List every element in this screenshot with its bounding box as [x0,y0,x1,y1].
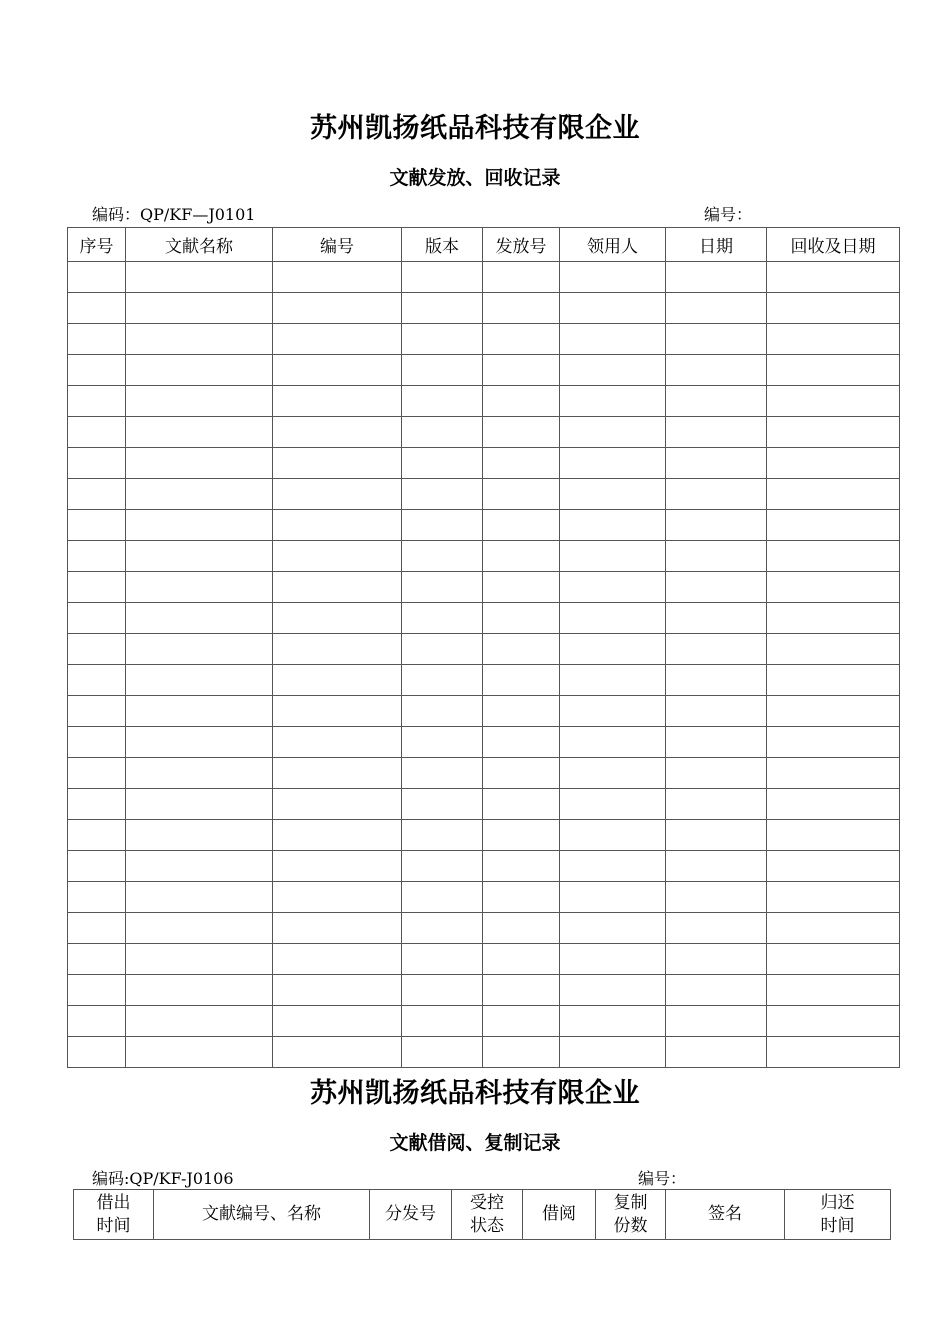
table-cell[interactable] [126,1006,273,1037]
table-cell[interactable] [68,1037,126,1068]
table-cell[interactable] [767,324,900,355]
column-header-return-time [785,1190,891,1240]
table-cell[interactable] [666,572,767,603]
table-cell[interactable] [483,758,560,789]
table-cell[interactable] [68,913,126,944]
table-row [68,727,900,758]
table-cell[interactable] [666,355,767,386]
column-header-issue-number: 发放号 [483,228,560,262]
table-cell[interactable] [68,355,126,386]
table-cell[interactable] [126,386,273,417]
table-cell[interactable] [483,603,560,634]
form-number-label: 编号： [704,205,753,224]
table-cell[interactable] [560,386,666,417]
table-row [68,851,900,882]
table-cell[interactable] [126,820,273,851]
table-row [68,386,900,417]
table-cell[interactable] [560,913,666,944]
table-cell[interactable] [68,944,126,975]
table-cell[interactable] [68,603,126,634]
table-cell[interactable] [767,820,900,851]
table-cell[interactable] [68,758,126,789]
column-header-distribution-number [370,1190,452,1240]
table-cell[interactable] [483,355,560,386]
table-cell[interactable] [483,324,560,355]
table-cell[interactable] [402,541,483,572]
table-cell[interactable] [483,417,560,448]
table-cell[interactable] [402,634,483,665]
table-cell[interactable] [402,355,483,386]
table-cell[interactable] [273,572,402,603]
column-header-borrow [523,1190,596,1240]
form-number-label-2: 编号： [638,1169,687,1188]
table-cell[interactable] [273,696,402,727]
table-cell[interactable] [402,386,483,417]
table-cell[interactable] [767,510,900,541]
table-cell[interactable] [68,882,126,913]
issue-recall-record-table [67,227,900,1068]
table-cell[interactable] [273,758,402,789]
table-cell[interactable] [666,665,767,696]
table-cell[interactable] [560,634,666,665]
table-cell[interactable] [126,448,273,479]
table-cell[interactable] [126,417,273,448]
column-header-line: 归还 [820,1192,855,1213]
column-header-line: 时间 [820,1215,855,1236]
table-row [68,262,900,293]
table-cell[interactable] [483,851,560,882]
form-title: 文献发放、回收记录 [389,167,561,189]
table-cell[interactable] [126,851,273,882]
table-cell[interactable] [402,603,483,634]
table-cell[interactable] [560,355,666,386]
table-cell[interactable] [767,541,900,572]
table-cell[interactable] [68,572,126,603]
table-row [68,324,900,355]
table-cell[interactable] [560,1037,666,1068]
table-cell[interactable] [402,727,483,758]
table-header-row-2 [74,1190,891,1240]
table-cell[interactable] [666,448,767,479]
column-header-line: 签名 [708,1204,742,1224]
table-cell[interactable] [68,789,126,820]
table-cell[interactable] [560,975,666,1006]
table-cell[interactable] [68,541,126,572]
column-header-recall-date: 回收及日期 [767,228,900,262]
table-cell[interactable] [402,417,483,448]
table-cell[interactable] [126,882,273,913]
column-header-number: 编号 [273,228,402,262]
table-cell[interactable] [273,262,402,293]
table-cell[interactable] [273,541,402,572]
table-row [68,758,900,789]
table-cell[interactable] [560,820,666,851]
table-cell[interactable] [273,355,402,386]
table-cell[interactable] [273,293,402,324]
table-cell[interactable] [68,975,126,1006]
column-header-line: 份数 [613,1215,648,1236]
table-cell[interactable] [483,262,560,293]
table-cell[interactable] [560,510,666,541]
column-header-line: 借阅 [542,1204,576,1224]
table-row [68,572,900,603]
table-cell[interactable] [483,634,560,665]
table-cell[interactable] [273,324,402,355]
table-cell[interactable] [483,1006,560,1037]
column-header-signature [666,1190,785,1240]
table-row [68,913,900,944]
table-cell[interactable] [126,789,273,820]
table-cell[interactable] [666,696,767,727]
table-cell[interactable] [560,789,666,820]
table-cell[interactable] [402,665,483,696]
table-cell[interactable] [560,417,666,448]
table-cell[interactable] [68,510,126,541]
table-cell[interactable] [560,541,666,572]
table-cell[interactable] [273,386,402,417]
table-cell[interactable] [402,913,483,944]
table-cell[interactable] [767,603,900,634]
table-cell[interactable] [483,510,560,541]
table-cell[interactable] [560,944,666,975]
table-cell[interactable] [483,913,560,944]
table-cell[interactable] [560,758,666,789]
table-cell[interactable] [666,851,767,882]
table-cell[interactable] [560,293,666,324]
column-header-line: 借出 [96,1192,131,1213]
table-cell[interactable] [666,262,767,293]
column-header-lend-time [74,1190,154,1240]
table-cell[interactable] [666,1006,767,1037]
form-title-2: 文献借阅、复制记录 [389,1132,561,1154]
table-cell[interactable] [560,851,666,882]
table-cell[interactable] [126,603,273,634]
table-cell[interactable] [560,665,666,696]
table-cell[interactable] [402,479,483,510]
table-cell[interactable] [402,448,483,479]
table-cell[interactable] [666,1037,767,1068]
table-cell[interactable] [273,634,402,665]
column-header-line: 状态 [470,1215,504,1236]
table-cell[interactable] [68,665,126,696]
table-cell[interactable] [126,975,273,1006]
column-header-line: 时间 [96,1215,131,1236]
table-row [68,975,900,1006]
table-cell[interactable] [126,634,273,665]
table-cell[interactable] [273,510,402,541]
table-cell[interactable] [666,913,767,944]
column-header-document-name: 文献名称 [126,228,273,262]
table-cell[interactable] [767,293,900,324]
table-cell[interactable] [402,944,483,975]
table-cell[interactable] [402,758,483,789]
table-cell[interactable] [666,820,767,851]
form-code-2: 编码:QP/KF-J0106 [92,1169,234,1188]
table-cell[interactable] [273,975,402,1006]
table-cell[interactable] [483,727,560,758]
table-cell[interactable] [126,696,273,727]
table-cell[interactable] [560,479,666,510]
table-cell[interactable] [273,851,402,882]
table-row [68,355,900,386]
table-cell[interactable] [560,882,666,913]
table-cell[interactable] [273,603,402,634]
table-cell[interactable] [483,882,560,913]
table-cell[interactable] [273,448,402,479]
table-cell[interactable] [68,851,126,882]
table-row [68,944,900,975]
column-header-serial: 序号 [68,228,126,262]
table-cell[interactable] [483,386,560,417]
table-cell[interactable] [126,727,273,758]
table-cell[interactable] [666,293,767,324]
column-header-line: 分发号 [385,1204,436,1224]
table-cell[interactable] [68,417,126,448]
table-cell[interactable] [126,1037,273,1068]
column-header-line: 文献编号、名称 [202,1204,321,1224]
table-cell[interactable] [68,727,126,758]
table-cell[interactable] [560,603,666,634]
table-cell[interactable] [483,479,560,510]
table-cell[interactable] [767,417,900,448]
table-cell[interactable] [666,479,767,510]
table-row [68,665,900,696]
table-cell[interactable] [767,634,900,665]
table-row [68,510,900,541]
table-cell[interactable] [560,727,666,758]
form-code: 编码：QP/KF—J0101 [92,205,256,224]
company-title-2: 苏州凯扬纸品科技有限企业 [310,1078,640,1109]
table-cell[interactable] [402,1037,483,1068]
table-row [68,1006,900,1037]
table-cell[interactable] [767,479,900,510]
table-cell[interactable] [767,1006,900,1037]
column-header-line: 复制 [613,1192,648,1213]
table-cell[interactable] [767,758,900,789]
table-cell[interactable] [767,572,900,603]
table-cell[interactable] [126,510,273,541]
table-cell[interactable] [767,789,900,820]
table-cell[interactable] [126,665,273,696]
table-cell[interactable] [767,851,900,882]
table-cell[interactable] [402,696,483,727]
table-cell[interactable] [560,448,666,479]
table-cell[interactable] [126,913,273,944]
table-row [68,541,900,572]
table-cell[interactable] [402,324,483,355]
column-header-document-number-name [154,1190,370,1240]
table-row [68,479,900,510]
table-cell[interactable] [483,975,560,1006]
table-cell[interactable] [666,975,767,1006]
table-cell[interactable] [68,448,126,479]
table-cell[interactable] [767,665,900,696]
table-row [68,1037,900,1068]
table-cell[interactable] [273,1037,402,1068]
table-cell[interactable] [560,324,666,355]
table-cell[interactable] [273,913,402,944]
table-cell[interactable] [126,944,273,975]
table-cell[interactable] [402,572,483,603]
table-row [68,882,900,913]
table-cell[interactable] [666,603,767,634]
table-cell[interactable] [666,541,767,572]
table-cell[interactable] [68,820,126,851]
table-cell[interactable] [402,975,483,1006]
table-cell[interactable] [68,386,126,417]
table-row [68,789,900,820]
borrow-copy-record-table [73,1189,891,1240]
table-cell[interactable] [273,417,402,448]
table-cell[interactable] [767,944,900,975]
table-cell[interactable] [767,386,900,417]
table-cell[interactable] [483,541,560,572]
table-cell[interactable] [68,634,126,665]
table-cell[interactable] [483,572,560,603]
table-row [68,293,900,324]
table-cell[interactable] [68,1006,126,1037]
table-cell[interactable] [767,696,900,727]
table-cell[interactable] [273,665,402,696]
table-cell[interactable] [767,727,900,758]
table-cell[interactable] [402,510,483,541]
table-cell[interactable] [68,479,126,510]
table-cell[interactable] [483,1037,560,1068]
table-cell[interactable] [483,665,560,696]
table-cell[interactable] [560,262,666,293]
table-cell[interactable] [126,479,273,510]
table-header-row [68,228,900,262]
table-cell[interactable] [126,572,273,603]
table-cell[interactable] [666,882,767,913]
table-row [68,634,900,665]
table-row [68,448,900,479]
table-row [68,820,900,851]
table-cell[interactable] [483,820,560,851]
table-cell[interactable] [483,944,560,975]
table-cell[interactable] [68,324,126,355]
table-cell[interactable] [666,417,767,448]
column-header-date: 日期 [666,228,767,262]
table-cell[interactable] [666,510,767,541]
table-cell[interactable] [767,975,900,1006]
table-cell[interactable] [126,758,273,789]
table-cell[interactable] [273,882,402,913]
table-cell[interactable] [767,1037,900,1068]
table-cell[interactable] [483,448,560,479]
column-header-line: 受控 [470,1192,504,1213]
column-header-copy-count [596,1190,666,1240]
table-cell[interactable] [402,789,483,820]
table-row [68,417,900,448]
table-cell[interactable] [666,727,767,758]
table-cell[interactable] [483,696,560,727]
table-cell[interactable] [126,355,273,386]
column-header-control-status [452,1190,523,1240]
table-cell[interactable] [126,324,273,355]
table-cell[interactable] [666,634,767,665]
table-cell[interactable] [666,758,767,789]
table-cell[interactable] [483,789,560,820]
table-cell[interactable] [402,820,483,851]
table-cell[interactable] [666,944,767,975]
table-cell[interactable] [68,696,126,727]
table-cell[interactable] [273,789,402,820]
column-header-recipient: 领用人 [560,228,666,262]
table-cell[interactable] [666,324,767,355]
table-cell[interactable] [767,448,900,479]
table-cell[interactable] [126,541,273,572]
table-cell[interactable] [767,882,900,913]
table-row [68,696,900,727]
table-cell[interactable] [666,789,767,820]
table-row [68,603,900,634]
table-cell[interactable] [402,851,483,882]
table-cell[interactable] [767,355,900,386]
table-cell[interactable] [560,1006,666,1037]
table-cell[interactable] [560,572,666,603]
table-cell[interactable] [126,262,273,293]
table-cell[interactable] [273,820,402,851]
table-cell[interactable] [402,293,483,324]
table-cell[interactable] [666,386,767,417]
table-cell[interactable] [767,913,900,944]
table-cell[interactable] [68,293,126,324]
table-cell[interactable] [68,262,126,293]
table-cell[interactable] [483,293,560,324]
table-cell[interactable] [126,293,273,324]
table-cell[interactable] [273,479,402,510]
table-cell[interactable] [273,727,402,758]
column-header-version: 版本 [402,228,483,262]
table-cell[interactable] [273,1006,402,1037]
table-cell[interactable] [767,262,900,293]
company-title: 苏州凯扬纸品科技有限企业 [310,113,640,144]
table-cell[interactable] [560,696,666,727]
table-cell[interactable] [402,882,483,913]
table-cell[interactable] [402,1006,483,1037]
table-cell[interactable] [402,262,483,293]
table-cell[interactable] [273,944,402,975]
